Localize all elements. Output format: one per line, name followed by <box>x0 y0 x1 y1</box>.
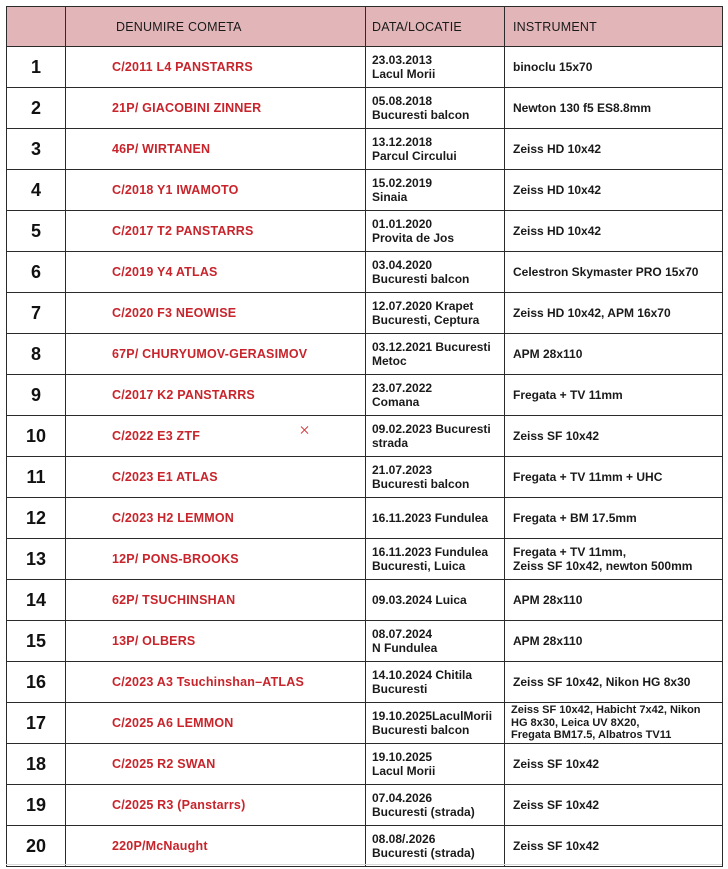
cell-comet-name[interactable]: 62P/ TSUCHINSHAN <box>66 580 366 621</box>
cell-comet-name[interactable]: C/2011 L4 PANSTARRS <box>66 47 366 88</box>
cell-number[interactable]: 17 <box>7 703 66 744</box>
date-location-line: 01.01.2020 <box>372 217 433 231</box>
date-location-line: Parcul Circului <box>372 149 457 163</box>
cell-instrument[interactable] <box>505 334 723 375</box>
cell-date-location[interactable] <box>366 375 505 416</box>
date-location-line: Sinaia <box>372 190 408 204</box>
header-date-location[interactable]: DATA/LOCATIE <box>366 7 505 47</box>
stray-x-mark <box>299 425 311 437</box>
date-location-line: strada <box>372 436 409 450</box>
table-row <box>7 539 723 580</box>
cell-instrument[interactable] <box>505 539 723 580</box>
cell-comet-name[interactable]: 12P/ PONS-BROOKS <box>66 539 366 580</box>
date-location-line: 03.12.2021 Bucuresti <box>372 340 491 354</box>
cell-instrument[interactable] <box>505 662 723 703</box>
cell-number[interactable]: 1 <box>7 47 66 88</box>
table-row <box>7 621 723 662</box>
cell-instrument[interactable] <box>505 621 723 662</box>
instrument-line: Zeiss SF 10x42, newton 500mm <box>513 559 693 573</box>
cell-number[interactable]: 11 <box>7 457 66 498</box>
table-row <box>7 744 723 785</box>
instrument-line: binoclu 15x70 <box>513 60 593 74</box>
table-row <box>7 334 723 375</box>
cell-number[interactable]: 9 <box>7 375 66 416</box>
cell-comet-name[interactable]: C/2023 E1 ATLAS <box>66 457 366 498</box>
cell-date-location[interactable] <box>366 498 505 539</box>
cell-comet-name[interactable]: C/2019 Y4 ATLAS <box>66 252 366 293</box>
cell-instrument[interactable] <box>505 703 723 744</box>
date-location-line: 09.03.2024 Luica <box>372 593 467 607</box>
cell-instrument[interactable] <box>505 785 723 826</box>
table-body <box>7 47 723 867</box>
instrument-line: Newton 130 f5 ES8.8mm <box>513 101 652 115</box>
cell-instrument[interactable] <box>505 88 723 129</box>
date-location-line: Bucuresti, Luica <box>372 559 466 573</box>
table-row <box>7 293 723 334</box>
date-location-line: 08.07.2024 <box>372 627 433 641</box>
date-location-line: 09.02.2023 Bucuresti <box>372 422 491 436</box>
table-row <box>7 498 723 539</box>
instrument-line: APM 28x110 <box>513 347 583 361</box>
table-row <box>7 47 723 88</box>
cell-date-location[interactable] <box>366 539 505 580</box>
cell-comet-name[interactable]: C/2025 R3 (Panstarrs) <box>66 785 366 826</box>
cell-comet-name[interactable]: 13P/ OLBERS <box>66 621 366 662</box>
cell-number[interactable]: 10 <box>7 416 66 457</box>
date-location-line: 03.04.2020 <box>372 258 433 272</box>
cell-number[interactable]: 19 <box>7 785 66 826</box>
cell-instrument[interactable] <box>505 826 723 867</box>
cell-instrument[interactable] <box>505 211 723 252</box>
table-row <box>7 826 723 867</box>
cell-number[interactable]: 15 <box>7 621 66 662</box>
header-number[interactable] <box>7 7 66 47</box>
cell-date-location[interactable] <box>366 580 505 621</box>
instrument-line: Zeiss SF 10x42 <box>513 757 600 771</box>
date-location-line: 19.10.2025LaculMorii <box>372 709 493 723</box>
cell-date-location[interactable] <box>366 47 505 88</box>
cell-number[interactable]: 7 <box>7 293 66 334</box>
cell-date-location[interactable] <box>366 334 505 375</box>
table-row <box>7 785 723 826</box>
date-location-line: Comana <box>372 395 420 409</box>
instrument-line: APM 28x110 <box>513 634 583 648</box>
cell-number[interactable]: 12 <box>7 498 66 539</box>
cell-date-location[interactable] <box>366 88 505 129</box>
table-row <box>7 129 723 170</box>
date-location-line: 13.12.2018 <box>372 135 433 149</box>
instrument-line: Fregata BM17.5, Albatros TV11 <box>511 729 672 742</box>
cell-comet-name[interactable]: 67P/ CHURYUMOV-GERASIMOV <box>66 334 366 375</box>
cell-instrument[interactable] <box>505 47 723 88</box>
date-location-line: Bucuresti (strada) <box>372 846 475 860</box>
cell-date-location[interactable] <box>366 703 505 744</box>
date-location-line: 16.11.2023 Fundulea <box>372 511 489 525</box>
instrument-line: Zeiss SF 10x42 <box>513 839 600 853</box>
instrument-line: Zeiss SF 10x42 <box>513 798 600 812</box>
date-location-line: Bucuresti (strada) <box>372 805 475 819</box>
table-row <box>7 170 723 211</box>
date-location-line: Bucuresti balcon <box>372 272 470 286</box>
cell-instrument[interactable] <box>505 170 723 211</box>
instrument-line: HG 8x30, Leica UV 8X20, <box>511 716 640 729</box>
cell-number[interactable]: 3 <box>7 129 66 170</box>
cell-date-location[interactable] <box>366 662 505 703</box>
cell-date-location[interactable] <box>366 785 505 826</box>
cell-comet-name[interactable]: C/2020 F3 NEOWISE <box>66 293 366 334</box>
cell-date-location[interactable] <box>366 293 505 334</box>
cell-instrument[interactable] <box>505 744 723 785</box>
cell-comet-name[interactable]: C/2022 E3 ZTF <box>66 416 366 457</box>
instrument-line: Fregata + TV 11mm + UHC <box>513 470 663 484</box>
cell-comet-name[interactable]: C/2017 K2 PANSTARRS <box>66 375 366 416</box>
header-instrument[interactable]: INSTRUMENT <box>505 7 723 47</box>
cell-date-location[interactable] <box>366 457 505 498</box>
cell-date-location[interactable] <box>366 170 505 211</box>
cell-instrument[interactable] <box>505 129 723 170</box>
date-location-line: Bucuresti balcon <box>372 723 470 737</box>
instrument-line: Fregata + TV 11mm, <box>513 545 627 559</box>
cell-number[interactable]: 2 <box>7 88 66 129</box>
cell-comet-name[interactable]: 220P/McNaught <box>66 826 366 867</box>
cell-number[interactable]: 18 <box>7 744 66 785</box>
instrument-line: Zeiss HD 10x42 <box>513 224 602 238</box>
date-location-line: Bucuresti balcon <box>372 108 470 122</box>
date-location-line: 05.08.2018 <box>372 94 433 108</box>
date-location-line: 19.10.2025 <box>372 750 433 764</box>
date-location-line: 21.07.2023 <box>372 463 433 477</box>
date-location-line: 12.07.2020 Krapet <box>372 299 474 313</box>
cell-number[interactable]: 13 <box>7 539 66 580</box>
table-row <box>7 457 723 498</box>
cell-number[interactable]: 8 <box>7 334 66 375</box>
date-location-line: Bucuresti <box>372 682 428 696</box>
date-location-line: 07.04.2026 <box>372 791 433 805</box>
instrument-line: Zeiss SF 10x42, Habicht 7x42, Nikon <box>511 704 701 717</box>
cell-number[interactable]: 16 <box>7 662 66 703</box>
table-row <box>7 580 723 621</box>
instrument-line: Zeiss HD 10x42 <box>513 183 602 197</box>
bottom-rule <box>6 864 722 865</box>
cell-number[interactable]: 14 <box>7 580 66 621</box>
cell-date-location[interactable] <box>366 826 505 867</box>
cell-date-location[interactable] <box>366 129 505 170</box>
table-row <box>7 88 723 129</box>
instrument-line: Zeiss HD 10x42, APM 16x70 <box>513 306 671 320</box>
date-location-line: 23.03.2013 <box>372 53 433 67</box>
instrument-line: Zeiss SF 10x42, Nikon HG 8x30 <box>513 675 691 689</box>
date-location-line: Lacul Morii <box>372 764 436 778</box>
date-location-line: 08.08/.2026 <box>372 832 436 846</box>
header-row <box>7 7 723 47</box>
cell-comet-name[interactable]: C/2025 A6 LEMMON <box>66 703 366 744</box>
cell-date-location[interactable] <box>366 416 505 457</box>
table-row <box>7 662 723 703</box>
cell-date-location[interactable] <box>366 211 505 252</box>
instrument-line: APM 28x110 <box>513 593 583 607</box>
cell-instrument[interactable] <box>505 416 723 457</box>
date-location-line: Metoc <box>372 354 407 368</box>
cell-instrument[interactable] <box>505 293 723 334</box>
table-row <box>7 375 723 416</box>
date-location-line: 15.02.2019 <box>372 176 433 190</box>
instrument-line: Zeiss SF 10x42 <box>513 429 600 443</box>
date-location-line: 14.10.2024 Chitila <box>372 668 473 682</box>
table-row <box>7 416 723 457</box>
date-location-line: 23.07.2022 <box>372 381 433 395</box>
comet-table <box>6 6 723 867</box>
instrument-line: Fregata + TV 11mm <box>513 388 623 402</box>
cell-instrument[interactable] <box>505 457 723 498</box>
instrument-line: Fregata + BM 17.5mm <box>513 511 637 525</box>
cell-date-location[interactable] <box>366 252 505 293</box>
cell-comet-name[interactable]: C/2017 T2 PANSTARRS <box>66 211 366 252</box>
cell-date-location[interactable] <box>366 621 505 662</box>
cell-instrument[interactable] <box>505 252 723 293</box>
cell-comet-name[interactable]: C/2023 H2 LEMMON <box>66 498 366 539</box>
cell-instrument[interactable] <box>505 498 723 539</box>
cell-instrument[interactable] <box>505 580 723 621</box>
table-row <box>7 252 723 293</box>
instrument-line: Celestron Skymaster PRO 15x70 <box>513 265 699 279</box>
cell-number[interactable]: 5 <box>7 211 66 252</box>
cell-number[interactable]: 20 <box>7 826 66 867</box>
date-location-line: 16.11.2023 Fundulea <box>372 545 489 559</box>
instrument-line: Zeiss HD 10x42 <box>513 142 602 156</box>
table-row <box>7 703 723 744</box>
cell-instrument[interactable] <box>505 375 723 416</box>
cell-comet-name[interactable]: 21P/ GIACOBINI ZINNER <box>66 88 366 129</box>
date-location-line: N Fundulea <box>372 641 438 655</box>
date-location-line: Bucuresti balcon <box>372 477 470 491</box>
cell-comet-name[interactable]: C/2025 R2 SWAN <box>66 744 366 785</box>
cell-number[interactable]: 6 <box>7 252 66 293</box>
cell-date-location[interactable] <box>366 744 505 785</box>
cell-comet-name[interactable]: C/2018 Y1 IWAMOTO <box>66 170 366 211</box>
date-location-line: Provita de Jos <box>372 231 455 245</box>
date-location-line: Lacul Morii <box>372 67 436 81</box>
table-row <box>7 211 723 252</box>
cell-number[interactable]: 4 <box>7 170 66 211</box>
cell-comet-name[interactable]: 46P/ WIRTANEN <box>66 129 366 170</box>
date-location-line: Bucuresti, Ceptura <box>372 313 480 327</box>
cell-comet-name[interactable]: C/2023 A3 Tsuchinshan–ATLAS <box>66 662 366 703</box>
header-comet-name[interactable]: DENUMIRE COMETA <box>66 7 366 47</box>
